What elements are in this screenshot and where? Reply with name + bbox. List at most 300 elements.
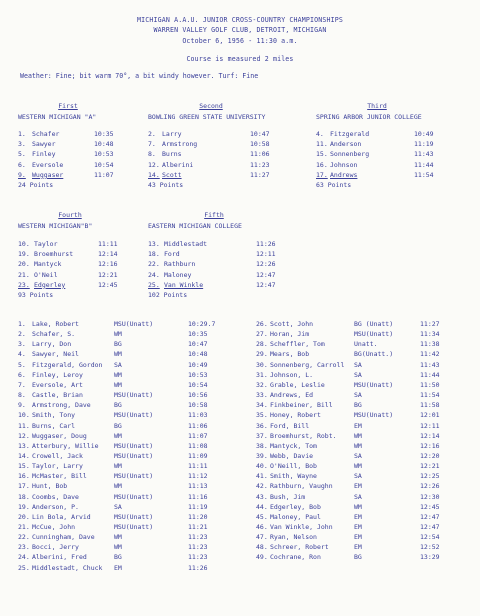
runner-position: 3. [18, 140, 26, 149]
individual-time: 11:11 [188, 462, 208, 471]
individual-position: 1. [18, 320, 26, 328]
runner-time: 11:27 [250, 170, 270, 179]
runner-position: 12. [148, 160, 160, 169]
runner-time: 12:14 [98, 250, 118, 259]
individual-time: 11:54 [420, 391, 440, 400]
runner-position: 6. [18, 160, 26, 169]
individual-time: 10:53 [188, 370, 208, 379]
individual-club: BG [114, 553, 122, 562]
individual-name: Broemhurst, Robt. [270, 431, 337, 440]
individual-time: 11:38 [420, 340, 440, 349]
runner-name: Fitzgerald [330, 130, 370, 138]
individual-row [18, 391, 228, 401]
runner-position: 10. [18, 240, 30, 248]
individual-club: MSU(Unatt) [114, 523, 154, 531]
team-place-label: Fourth [58, 211, 82, 219]
individual-time: 11:12 [188, 472, 208, 481]
runner-time: 10:58 [250, 140, 270, 149]
runner-position: 13. [148, 240, 160, 248]
individual-name: Scheffler, Tom [270, 340, 325, 349]
individual-position: 15. [18, 462, 30, 471]
individual-name: Schreer, Robert [270, 543, 329, 552]
individual-position: 44. [256, 502, 268, 511]
individual-time: 11:07 [188, 431, 208, 440]
runner-position: 21. [18, 270, 30, 279]
individual-position: 24. [18, 553, 30, 562]
individual-club: EM [354, 482, 362, 491]
runner-time: 10:53 [94, 150, 114, 159]
runner-name: Schafer [32, 130, 60, 138]
individual-name: Finkbeiner, Bill [270, 401, 333, 410]
individual-club: SA [354, 370, 362, 379]
team-place-label: First [58, 102, 78, 110]
individual-name: Armstrong, Dave [32, 401, 91, 410]
team-runner-row [148, 161, 280, 171]
individual-time: 11:23 [188, 533, 208, 542]
individual-name: Eversole, Art [32, 380, 83, 389]
individual-position: 45. [256, 512, 268, 521]
individual-position: 13. [18, 441, 30, 450]
individual-name: McMaster, Bill [32, 472, 87, 481]
individual-row [18, 371, 228, 381]
individual-name: O'Neill, Bob [270, 462, 317, 471]
runner-time: 12:26 [256, 260, 276, 269]
runner-name: Finley [32, 150, 56, 159]
individual-position: 10. [18, 411, 30, 420]
individual-time: 11:26 [188, 563, 208, 572]
individual-name: Anderson, P. [32, 502, 79, 511]
individual-row [256, 401, 460, 411]
team-runner-row [148, 271, 286, 281]
team-runner-row [148, 250, 286, 260]
individual-row [256, 432, 460, 442]
individual-position: 26. [256, 320, 268, 328]
individual-position: 16. [18, 472, 30, 481]
individual-position: 21. [18, 523, 30, 531]
runner-name: Larry [162, 130, 182, 138]
runner-time: 11:54 [414, 170, 434, 179]
individual-row [256, 472, 460, 482]
individual-row [18, 533, 228, 543]
individual-name: Finley, Leroy [32, 370, 83, 379]
runner-time: 12:47 [256, 280, 276, 289]
runner-position: 22. [148, 260, 160, 269]
individual-row [18, 381, 228, 391]
individual-row [256, 533, 460, 543]
individual-row [18, 493, 228, 503]
individual-position: 11. [18, 421, 30, 430]
individual-name: Webb, Davie [270, 451, 314, 460]
runner-name: Middlestadt [164, 240, 208, 248]
individual-time: 11:27 [420, 320, 440, 328]
individual-position: 4. [18, 350, 26, 359]
runner-position: 17. [316, 170, 328, 179]
runner-name: Ford [164, 250, 180, 259]
individual-row [256, 452, 460, 462]
runner-name: Edgerley [34, 280, 66, 289]
individual-position: 38. [256, 441, 268, 450]
individual-club: SA [114, 360, 122, 369]
runner-time: 10:48 [94, 140, 114, 149]
individual-position: 47. [256, 533, 268, 542]
individual-name: Sonnenberg, Carroll [270, 360, 345, 369]
individual-name: Cunningham, Dave [32, 533, 95, 542]
team-points: 43 Points [148, 181, 184, 189]
individual-club: BG [114, 421, 122, 430]
individual-position: 7. [18, 380, 26, 389]
individual-name: Fitzgerald, Gordon [32, 360, 103, 369]
runner-position: 7. [148, 140, 156, 149]
individual-position: 12. [18, 431, 30, 440]
individual-club: SA [354, 391, 362, 400]
individual-row [256, 381, 460, 391]
individual-row [256, 553, 460, 563]
individual-row [18, 482, 228, 492]
individual-name: Maloney, Paul [270, 512, 321, 521]
individual-row [256, 482, 460, 492]
runner-position: 11. [316, 140, 328, 149]
runner-position: 2. [148, 130, 156, 138]
runner-name: Sawyer [32, 140, 56, 149]
individual-time: 12:47 [420, 523, 440, 531]
runner-time: 11:23 [250, 160, 270, 169]
individual-position: 9. [18, 401, 26, 410]
runner-name: Taylor [34, 240, 58, 248]
team-runner-row [18, 281, 128, 291]
individual-time: 10:47 [188, 340, 208, 349]
individual-row [256, 371, 460, 381]
individual-time: 11:50 [420, 380, 440, 389]
individual-time: 10:49 [188, 360, 208, 369]
individual-position: 31. [256, 370, 268, 379]
individual-time: 12:47 [420, 512, 440, 521]
individual-position: 32. [256, 380, 268, 389]
weather-note: Weather: Fine; bit warm 70°, a bit windy however. Turf: Fine [20, 72, 259, 80]
team-runner-row [18, 260, 128, 270]
individual-name: Taylor, Larry [32, 462, 83, 471]
individual-position: 20. [18, 512, 30, 521]
course-note: Course is measured 2 miles [186, 55, 294, 63]
individual-club: MSU(Unatt) [354, 330, 394, 339]
individual-name: McCue, John [32, 523, 76, 531]
individual-club: SA [354, 472, 362, 481]
individual-name: Smith, Wayne [270, 472, 317, 481]
individual-position: 28. [256, 340, 268, 349]
individual-position: 43. [256, 492, 268, 501]
runner-name: Eversole [32, 160, 64, 169]
team-runner-row [18, 140, 124, 150]
team-name: WESTERN MICHIGAN"B" [18, 222, 93, 230]
individual-row [256, 462, 460, 472]
runner-time: 10:49 [414, 130, 434, 138]
team-points: 102 Points [148, 291, 188, 299]
runner-time: 12:11 [256, 250, 276, 259]
individual-row [18, 462, 228, 472]
runner-time: 11:19 [414, 140, 434, 149]
individual-name: Van Winkle, John [270, 523, 333, 531]
runner-time: 10:35 [94, 130, 114, 138]
individual-position: 48. [256, 543, 268, 552]
individual-position: 30. [256, 360, 268, 369]
individual-club: WM [114, 533, 122, 542]
runner-position: 16. [316, 160, 328, 169]
individual-time: 11:20 [188, 512, 208, 521]
individual-time: 12:54 [420, 533, 440, 542]
individual-club: SA [354, 451, 362, 460]
individual-name: Larry, Don [32, 340, 72, 349]
individual-time: 12:14 [420, 431, 440, 440]
individual-position: 35. [256, 411, 268, 420]
individual-position: 36. [256, 421, 268, 430]
individual-time: 12:21 [420, 462, 440, 471]
individual-position: 33. [256, 391, 268, 400]
team-runner-row [148, 171, 280, 181]
individual-club: MSU(Unatt) [354, 380, 394, 389]
runner-name: Alberini [162, 160, 194, 169]
runner-name: Scott [162, 170, 182, 179]
individual-row [18, 513, 228, 523]
individual-row [256, 503, 460, 513]
team-points: 63 Points [316, 181, 352, 189]
individual-position: 2. [18, 330, 26, 339]
individual-row [256, 523, 460, 533]
individual-name: Mantyck, Tom [270, 441, 317, 450]
individual-club: SA [354, 360, 362, 369]
team-place-label: Second [199, 102, 223, 110]
individual-name: Atterbury, Willie [32, 441, 99, 450]
individual-row [18, 472, 228, 482]
individual-name: Grable, Leslie [270, 380, 325, 389]
individual-position: 37. [256, 431, 268, 440]
team-runner-row [18, 240, 128, 250]
individual-row [18, 503, 228, 513]
individual-position: 19. [18, 502, 30, 511]
runner-name: Andrews [330, 170, 358, 179]
individual-time: 12:30 [420, 492, 440, 501]
individual-club: WM [114, 380, 122, 389]
runner-name: Burns [162, 150, 182, 159]
individual-position: 5. [18, 360, 26, 369]
individual-position: 49. [256, 553, 268, 562]
individual-club: EM [354, 421, 362, 430]
individual-row [18, 401, 228, 411]
individual-name: Ford, Bill [270, 421, 310, 430]
team-name: WESTERN MICHIGAN "A" [18, 113, 97, 121]
team-runner-row [18, 271, 128, 281]
team-runner-row [18, 250, 128, 260]
individual-name: Hunt, Bob [32, 482, 68, 491]
team-name: BOWLING GREEN STATE UNIVERSITY [148, 113, 266, 121]
individual-name: Wuggaser, Doug [32, 431, 87, 440]
individual-club: EM [354, 543, 362, 552]
individual-row [18, 432, 228, 442]
runner-position: 18. [148, 250, 160, 259]
header-date: October 6, 1956 - 11:30 a.m. [182, 37, 298, 45]
individual-name: Cochrane, Ron [270, 553, 321, 562]
individual-row [256, 330, 460, 340]
runner-time: 10:54 [94, 160, 114, 169]
individual-row [256, 320, 460, 330]
runner-name: Mantyck [34, 260, 62, 269]
individual-time: 11:43 [420, 360, 440, 369]
individual-name: Ryan, Nelson [270, 533, 317, 542]
individual-time: 10:29.7 [188, 320, 216, 328]
individual-row [256, 361, 460, 371]
individual-club: MSU(Unatt) [114, 441, 154, 450]
individual-time: 11:44 [420, 370, 440, 379]
individual-row [256, 543, 460, 553]
individual-row [256, 411, 460, 421]
individual-name: Scott, John [270, 320, 314, 328]
individual-row [18, 422, 228, 432]
individual-row [256, 513, 460, 523]
individual-position: 8. [18, 391, 26, 400]
team-runner-row [316, 161, 444, 171]
runner-time: 12:47 [256, 270, 276, 279]
individual-club: EM [354, 533, 362, 542]
individual-time: 11:21 [188, 523, 208, 531]
individual-row [18, 350, 228, 360]
individual-time: 12:16 [420, 441, 440, 450]
team-runner-row [148, 240, 286, 250]
individual-position: 25. [18, 563, 30, 572]
individual-time: 11:58 [420, 401, 440, 410]
individual-row [18, 543, 228, 553]
individual-name: Bush, Jim [270, 492, 306, 501]
individual-time: 12:01 [420, 411, 440, 420]
team-runner-row [18, 150, 124, 160]
individual-position: 14. [18, 451, 30, 460]
individual-club: SA [114, 502, 122, 511]
runner-name: Johnson [330, 160, 358, 169]
individual-club: MSU(Unatt) [114, 320, 154, 328]
runner-position: 25. [148, 280, 160, 289]
runner-position: 1. [18, 130, 26, 138]
runner-name: Van Winkle [164, 280, 204, 289]
individual-time: 12:45 [420, 502, 440, 511]
team-runner-row [316, 150, 444, 160]
runner-name: Rathburn [164, 260, 196, 269]
individual-name: Edgerley, Bob [270, 502, 321, 511]
team-name: SPRING ARBOR JUNIOR COLLEGE [316, 113, 422, 121]
individual-position: 46. [256, 523, 268, 531]
individual-position: 29. [256, 350, 268, 359]
individual-name: Lake, Robert [32, 320, 79, 328]
runner-position: 9. [18, 170, 26, 179]
individual-name: Horan, Jim [270, 330, 310, 339]
individual-name: Honey, Robert [270, 411, 321, 420]
individual-name: Alberini, Fred [32, 553, 87, 562]
team-runner-row [18, 161, 124, 171]
team-runner-row [148, 260, 286, 270]
individual-row [256, 493, 460, 503]
team-runner-row [148, 130, 280, 140]
individual-club: WM [114, 330, 122, 339]
individual-name: Rathburn, Vaughn [270, 482, 333, 491]
individual-position: 41. [256, 472, 268, 481]
individual-club: EM [114, 563, 122, 572]
individual-club: WM [114, 462, 122, 471]
individual-position: 39. [256, 451, 268, 460]
runner-name: Broemhurst [34, 250, 74, 259]
runner-name: Wuggaser [32, 170, 64, 179]
individual-time: 10:58 [188, 401, 208, 410]
team-place-label: Third [367, 102, 387, 110]
individual-row [18, 442, 228, 452]
team-name: EASTERN MICHIGAN COLLEGE [148, 222, 242, 230]
individual-time: 11:16 [188, 492, 208, 501]
individual-club: WM [114, 370, 122, 379]
individual-name: Bocci, Jerry [32, 543, 79, 552]
individual-position: 34. [256, 401, 268, 410]
team-runner-row [148, 140, 280, 150]
individual-club: EM [354, 512, 362, 521]
individual-row [256, 350, 460, 360]
runner-position: 5. [18, 150, 26, 159]
individual-row [256, 340, 460, 350]
team-runner-row [316, 171, 444, 181]
individual-row [18, 523, 228, 533]
individual-time: 13:29 [420, 553, 440, 562]
runner-name: Sonnenberg [330, 150, 370, 159]
individual-name: Schafer, S. [32, 330, 76, 339]
runner-time: 11:06 [250, 150, 270, 159]
runner-time: 10:47 [250, 130, 270, 138]
individual-name: Lin Bola, Arvid [32, 512, 91, 521]
runner-position: 19. [18, 250, 30, 259]
individual-row [18, 564, 228, 574]
runner-time: 12:21 [98, 270, 118, 279]
individual-club: BG (Unatt) [354, 320, 394, 328]
individual-name: Smith, Tony [32, 411, 76, 420]
runner-position: 24. [148, 270, 160, 279]
individual-time: 11:23 [188, 543, 208, 552]
individual-time: 11:03 [188, 411, 208, 420]
individual-row [18, 452, 228, 462]
individual-time: 11:42 [420, 350, 440, 359]
individual-position: 18. [18, 492, 30, 501]
individual-name: Burns, Carl [32, 421, 76, 430]
runner-position: 14. [148, 170, 160, 179]
individual-time: 11:06 [188, 421, 208, 430]
individual-row [256, 422, 460, 432]
individual-time: 12:52 [420, 543, 440, 552]
runner-time: 11:43 [414, 150, 434, 159]
individual-name: Mears, Bob [270, 350, 310, 359]
individual-club: WM [114, 350, 122, 359]
individual-position: 6. [18, 370, 26, 379]
individual-name: Castle, Brian [32, 391, 83, 400]
individual-name: Crowell, Jack [32, 451, 83, 460]
individual-position: 22. [18, 533, 30, 542]
team-runner-row [148, 281, 286, 291]
individual-time: 11:34 [420, 330, 440, 339]
team-runner-row [18, 130, 124, 140]
individual-club: MSU(Unatt) [114, 391, 154, 400]
individual-club: MSU(Unatt) [114, 451, 154, 460]
team-runner-row [316, 130, 444, 140]
individual-time: 11:23 [188, 553, 208, 562]
individual-name: Coombs, Dave [32, 492, 79, 501]
individual-position: 40. [256, 462, 268, 471]
individual-club: WM [354, 441, 362, 450]
individual-time: 10:54 [188, 380, 208, 389]
runner-position: 15. [316, 150, 328, 159]
individual-time: 12:25 [420, 472, 440, 481]
individual-row [256, 442, 460, 452]
team-points: 93 Points [18, 291, 54, 299]
runner-position: 4. [316, 130, 324, 138]
